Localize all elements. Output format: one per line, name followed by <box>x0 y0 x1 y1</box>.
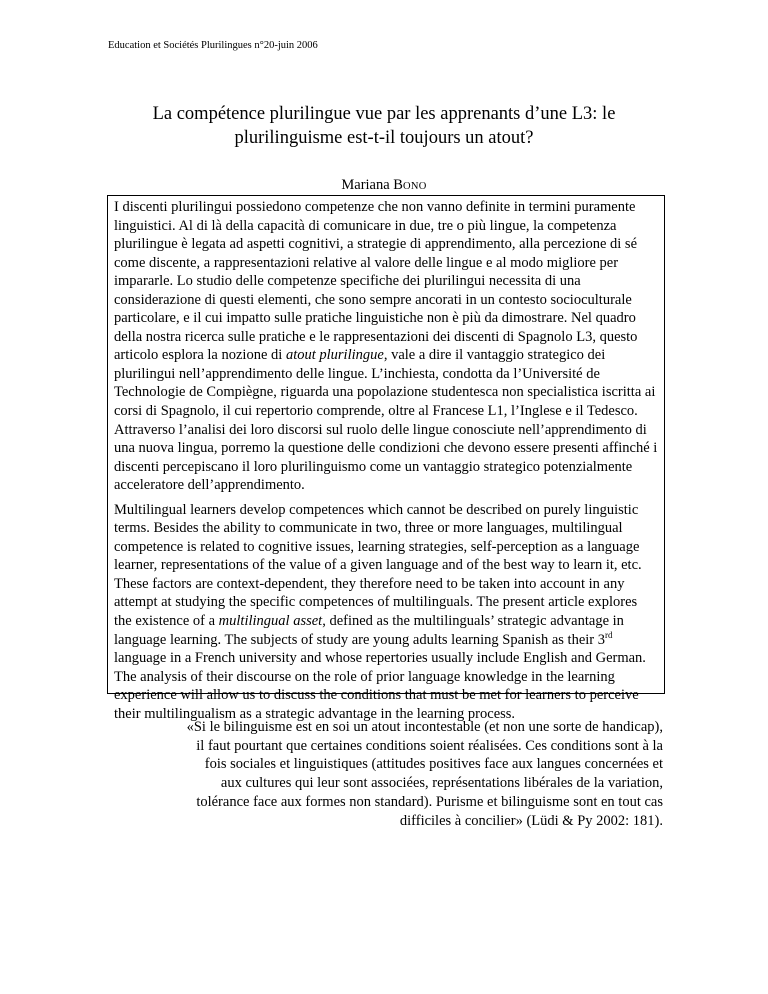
epigraph-quote <box>138 718 663 830</box>
epigraph-line-2: il faut pourtant que certaines conditions soient réalisées. Ces conditions sont à la <box>196 737 663 754</box>
epigraph-line-6: difficiles à concilier» (Lüdi & Py 2002: 181). <box>399 812 663 829</box>
abstract-box <box>107 195 665 722</box>
article-title-line-1: La compétence plurilingue vue par les apprenants d’une L3: le <box>152 104 616 124</box>
abstract-italian <box>114 198 658 495</box>
epigraph-line-1: «Si le bilinguisme est en soi un atout incontestable (et non une sorte de handicap), <box>186 719 663 735</box>
author-last-name-smallcaps: ONO <box>402 181 427 192</box>
abstract-italian-text-1: I discenti plurilingui possiedono competenze che non vanno definite in termini puramente linguistici. Al di là della capacità di comunicare in due, tre o più lingue, la competenza plurilingue è legata ad aspetti cognitivi, a strategie di apprendimento, alla percezione di sé come discente, a rappresentazioni relative al valore delle lingue e al modo migliore per impararle. Lo studio delle competenze specifiche dei plurilingui necessita di una considerazione di questi elementi, che sono sempre ancorati in un contesto socioculturale particolare, e il cui impatto sulle pratiche linguistiche non è più da dimostrare. Nel quadro della nostra ricerca sulle pratiche e le rappresentazioni dei discenti di Spagnolo L3, questo articolo esplora la nozione di <box>114 199 638 364</box>
abstract-english <box>114 501 658 724</box>
abstract-english-text-1: Multilingual learners develop competences which cannot be described on purely linguistic terms. Besides the ability to communicate in two, three or more languages, multilingual competence is related to cognitive issues, learning strategies, self-perception as a language learner, representations of the value of a given language and of the best way to learn it, etc. These factors are context-dependent, they therefore need to be taken into account in any attempt at studying the specific competences of multilinguals. The present article explores the existence of a <box>114 501 642 630</box>
abstract-italian-text-2: , vale a dire il vantaggio strategico dei plurilingui nell’apprendimento delle lingue. L’inchiesta, condotta da l’Université de Technologie de Compiègne, riguarda una popolazione studentesca non specialistica iscritta ai corsi di Spagnolo, il cui repertorio comprende, oltre al Francese L1, l’Inglese e il Tedesco. Attraverso l’analisi dei loro discorsi sul ruolo delle lingue conosciute nell’apprendimento di una nuova lingua, porremo la questione delle condizioni che devono essere presenti affinché i discenti percepiscano il loro plurilinguismo come un vantaggio strategico potenzialmente acceleratore dell’apprendimento. <box>114 347 658 494</box>
running-header: Education et Sociétés Plurilingues n°20-juin 2006 <box>108 40 318 51</box>
epigraph-line-4: aux cultures qui leur sont associées, représentations libérales de la variation, <box>220 775 663 792</box>
ordinal-superscript: rd <box>605 629 613 640</box>
epigraph-line-3: fois sociales et linguistiques (attitudes positives face aux langues concernées et <box>204 756 663 773</box>
author-first-name: Mariana <box>341 177 390 193</box>
article-title-line-2: plurilinguisme est-t-il toujours un atout? <box>234 128 534 148</box>
author-last-initial: B <box>393 177 403 193</box>
abstract-italian-term: atout plurilingue <box>285 347 384 364</box>
abstract-english-text-3: language in a French university and whose repertories usually include English and German. The analysis of their discourse on the role of prior language knowledge in the learning experience will allow us to discuss the conditions that must be met for learners to perceive their multilingualism as a strategic advantage in the learning process. <box>114 650 646 722</box>
abstract-english-text-2: , defined as the multilinguals’ strategic advantage in language learning. The subjects of study are young adults learning Spanish as their 3 <box>114 613 624 648</box>
author-name <box>108 176 660 196</box>
abstract-english-term: multilingual asset <box>218 613 323 630</box>
article-title <box>108 102 660 150</box>
epigraph-line-5: tolérance face aux formes non standard). Purisme et bilinguisme sont en tout cas <box>196 793 663 810</box>
